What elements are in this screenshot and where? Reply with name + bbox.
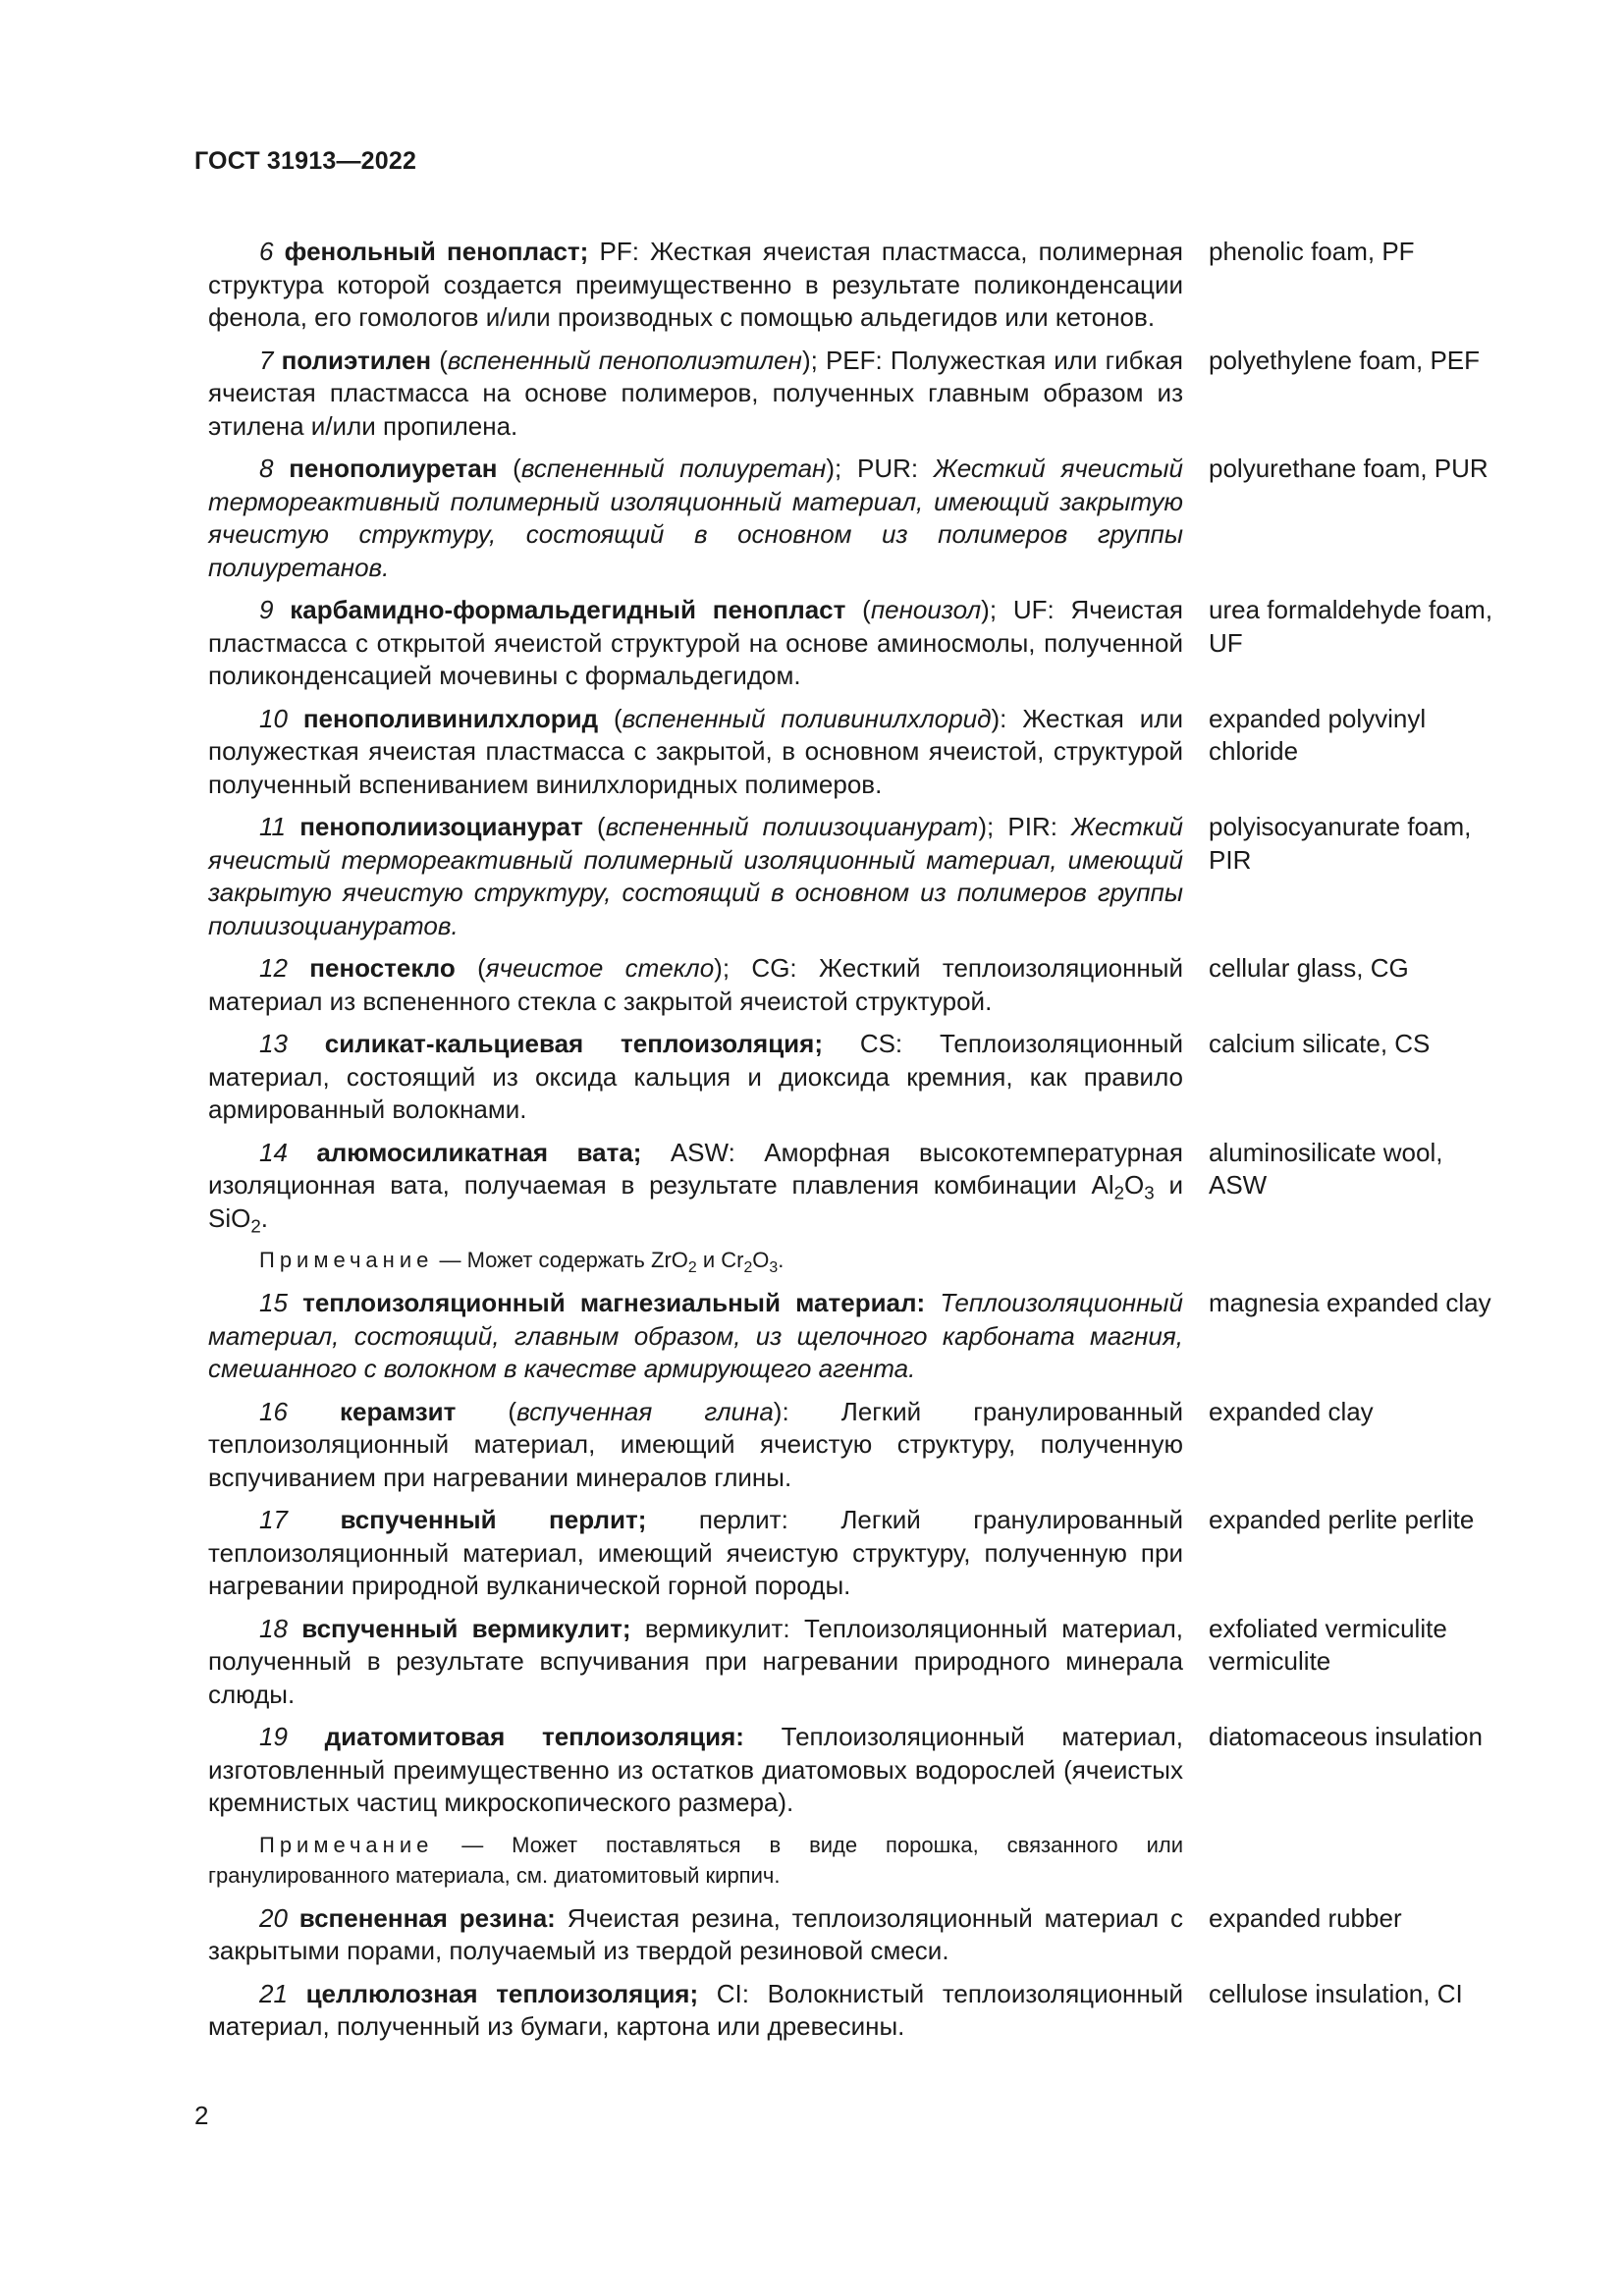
term-definition-ru: 15 теплоизоляционный магнезиальный материал: Теплоизоляционный материал, состоящий, главным образом, из щелочного карбоната магния, смешанного с волокном в качестве армирующего агента. <box>208 1288 1183 1383</box>
term-english: cellular glass, CG <box>1209 953 1409 983</box>
term-english: expanded perlite perlite <box>1209 1505 1475 1534</box>
term-entry <box>208 952 1514 1018</box>
term-definition-ru: 6 фенольный пенопласт; PF: Жесткая ячеистая пластмасса, полимерная структура которой создается преимущественно в результате поликонденсации фенола, его гомологов и/или производных с помощью альдегидов или кетонов. <box>208 237 1183 332</box>
term-definition-ru: 16 керамзит (вспученная глина): Легкий гранулированный теплоизоляционный материал, имеющий ячеистую структуру, полученную вспучиванием при нагревании минералов глины. <box>208 1396 1183 1492</box>
term-entry <box>208 1902 1514 1968</box>
term-definition-ru: 8 пенополиуретан (вспененный полиуретан); PUR: Жесткий ячеистый термореактивный полимерный изоляционный материал, имеющий закрытую ячеистую структуру, состоящий в основном из полимеров группы полиуретанов. <box>208 454 1183 582</box>
page-number: 2 <box>194 2101 209 2130</box>
term-entry <box>208 1721 1514 1820</box>
document-header: ГОСТ 31913—2022 <box>194 147 417 175</box>
terms-list <box>208 236 1514 2054</box>
term-entry <box>208 453 1514 584</box>
term-entry <box>208 1504 1514 1603</box>
term-english: expanded polyvinyl chloride <box>1209 703 1427 766</box>
term-definition-ru: 13 силикат-кальциевая теплоизоляция; CS: Теплоизоляционный материал, состоящий из оксида кальция и диоксида кремния, как правило армированный волокнами. <box>208 1029 1183 1124</box>
term-entry <box>208 594 1514 693</box>
term-english: exfoliated vermiculite vermiculite <box>1209 1613 1447 1676</box>
term-definition-ru: 10 пенополивинилхлорид (вспененный поливинилхлорид): Жесткая или полужесткая ячеистая пластмасса с закрытой, в основном ячеистой, структурой полученный вспениванием винилхлоридных полимеров. <box>208 703 1183 799</box>
term-definition-ru: 7 полиэтилен (вспененный пенополиэтилен); PEF: Полужесткая или гибкая ячеистая пластмасса на основе полимеров, полученных главным образом из этилена и/или пропилена. <box>208 345 1183 441</box>
term-english: polyethylene foam, PEF <box>1209 345 1481 375</box>
term-entry <box>208 1287 1514 1386</box>
term-entry <box>208 1978 1514 2044</box>
note-14: Примечание — Может содержать ZrO$_2$ и $Cr_2O_3$. <box>259 1248 785 1276</box>
term-entry <box>208 1137 1514 1236</box>
term-english: urea formaldehyde foam, UF <box>1209 595 1493 658</box>
term-definition-ru: 19 диатомитовая теплоизоляция: Теплоизоляционный материал, изготовленный преимущественно из остатков диатомовых водорослей (ячеистых кремнистых частиц микроскопического размера). <box>208 1722 1183 1817</box>
term-english: polyurethane foam, PUR <box>1209 454 1489 483</box>
term-entry <box>208 1613 1514 1712</box>
term-definition-ru: 11 пенополиизоцианурат (вспененный полиизоцианурат); PIR: Жесткий ячеистый термореактивный полимерный изоляционный материал, имеющий закрытую ячеистую структуру, состоящий в основном из полимеров группы полиизоциануратов. <box>208 812 1184 940</box>
term-english: phenolic foam, PF <box>1209 237 1415 266</box>
term-definition-ru: 21 целлюлозная теплоизоляция; CI: Волокнистый теплоизоляционный материал, полученный из бумаги, картона или древесины. <box>208 1978 1183 2041</box>
term-english: cellulose insulation, CI <box>1209 1978 1463 2008</box>
term-definition-ru: 17 вспученный перлит; перлит: Легкий гранулированный теплоизоляционный материал, имеющий ячеистую структуру, полученную при нагревании природной вулканической горной породы. <box>208 1505 1183 1600</box>
term-definition-ru: 9 карбамидно-формальдегидный пенопласт (пеноизол); UF: Ячеистая пластмасса с открытой ячеистой структурой на основе аминосмолы, полученной поликонденсацией мочевины с формальдегидом. <box>208 595 1183 690</box>
note-19: Примечание — Может поставляться в виде порошка, связанного или гранулированного материала, см. диатомитовый кирпич. <box>208 1832 1183 1888</box>
term-entry <box>208 703 1514 802</box>
term-english: expanded rubber <box>1209 1902 1402 1933</box>
term-english: polyisocyanurate foam, PIR <box>1209 812 1472 875</box>
term-english: aluminosilicate wool, ASW <box>1209 1137 1443 1200</box>
term-entry <box>208 1396 1514 1495</box>
term-english: diatomaceous insulation <box>1209 1722 1483 1751</box>
term-english: expanded clay <box>1209 1396 1374 1426</box>
term-definition-ru: 20 вспененная резина: Ячеистая резина, теплоизоляционный материал с закрытыми порами, получаемый из твердой резиновой смеси. <box>208 1902 1183 1965</box>
term-entry <box>208 1028 1514 1127</box>
term-entry <box>208 811 1514 942</box>
term-entry <box>208 236 1514 335</box>
term-english: magnesia expanded clay <box>1209 1288 1491 1317</box>
term-definition-ru: 12 пеностекло (ячеистое стекло); CG: Жесткий теплоизоляционный материал из вспененного стекла с закрытой ячеистой структурой. <box>208 953 1183 1016</box>
term-english: calcium silicate, CS <box>1209 1029 1431 1058</box>
term-definition-ru: 18 вспученный вермикулит; вермикулит: Теплоизоляционный материал, полученный в результате вспучивания при нагревании природного минерала слюды. <box>208 1613 1183 1709</box>
term-entry <box>208 345 1514 444</box>
term-definition-ru: 14 алюмосиликатная вата; ASW: Аморфная высокотемпературная изоляционная вата, получаемая в результате плавления комбинации $Al_2O_3$ и SiO$_2$. <box>208 1137 1183 1237</box>
